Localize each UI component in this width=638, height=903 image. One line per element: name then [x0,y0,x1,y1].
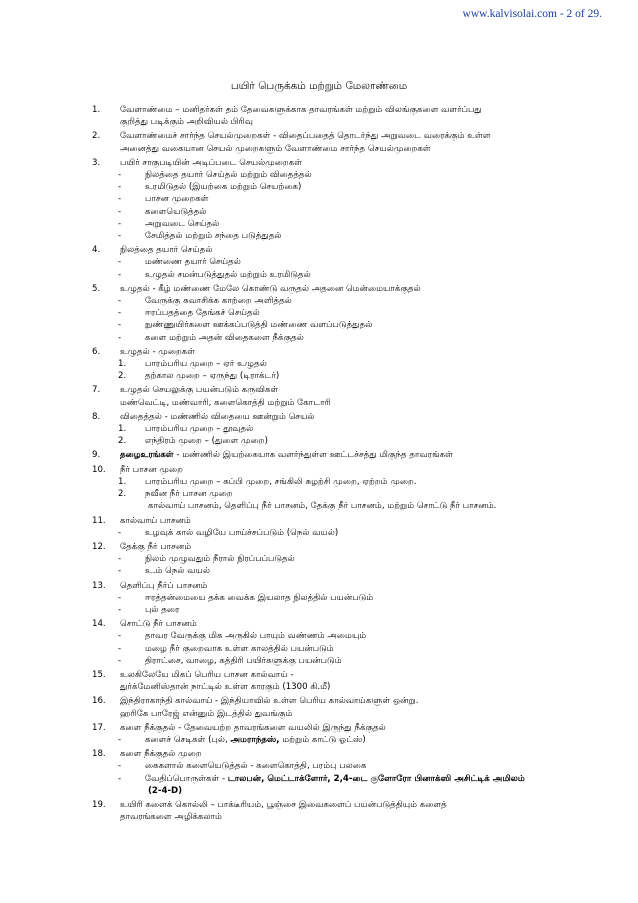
item-text: விதைத்தல் - மண்ணில் விதையை ஊன்றும் செயல் [120,411,315,422]
list-item-line [92,515,612,527]
sub-item-text: நிலம் முழுவதும் நீரால் நிரப்பப்படுதல் [145,554,295,565]
item-text: களை நீக்குதல் முறை [120,749,202,760]
document-body [92,104,612,825]
sub-item [92,169,612,181]
list-item-line [92,811,612,823]
sub-item-marker: - [118,308,122,319]
item-number: 5. [92,283,101,294]
site-header[interactable]: www.kalvisolai.com - 2 of 29. [462,8,602,20]
sub-item-marker: - [118,592,122,603]
item-number: 17. [92,722,106,733]
sub-item-marker: 1. [118,424,127,435]
sub-item-marker: - [118,332,122,343]
sub-item-marker: - [118,257,122,268]
sub-item-text: மழை நீர் குறைவாக உள்ள காலத்தில் பயன்படும் [145,643,334,654]
item-number: 3. [92,157,101,168]
sub-item [92,527,612,539]
sub-item [92,181,612,193]
sub-item [92,643,612,655]
item-number: 11. [92,515,106,526]
list-item-line [92,695,612,707]
item-number: 15. [92,669,106,680]
item-text: மண்வெட்டி, மண்வாரி, களைகொத்தி மற்றும் கோடாரி [120,397,331,408]
item-gap [92,823,612,825]
item-number: 6. [92,346,101,357]
sub-item-marker: - [118,655,122,666]
item-text: தழைஉரங்கள் - மண்ணில் இயற்கையாக வளர்ந்துள்ள ஊட்டச்சத்து மிகுந்த தாவரங்கள் [120,450,453,461]
item-text: தாவரங்களை அழிக்கலாம் [120,812,222,823]
sub-item [92,295,612,307]
sub-item [92,332,612,344]
sub-item-text: உழவுக் கால் வழியே பாய்ச்சப்படும் (நெல் வயல்) [145,527,339,538]
item-number: 4. [92,245,101,256]
item-text: குறித்து படிக்கும் அறிவியல் பிரிவு [120,117,253,128]
item-number [92,143,120,155]
sub-item [92,760,612,772]
item-number: 2. [92,131,101,142]
item-text: நீர் பாசன முறை [120,464,183,475]
list-item-line [92,143,612,155]
item-number: 8. [92,411,101,422]
sub-item-marker: - [118,170,122,181]
sub-item-marker: - [118,643,122,654]
sub-item-text: களையெடுத்தல் [145,206,207,217]
item-text: நிலத்தை தயார் செய்தல் [120,245,213,256]
list-item-line [92,157,612,169]
sub-item [92,206,612,218]
item-text: கால்வாய் பாசனம் [120,515,191,526]
sub-item-text: பாரம்பரிய முறை – கப்பி முறை, சங்கிலி சுழற்சி முறை, ஏற்றம் முறை. [145,476,417,487]
item-text: களை நீக்குதல் - தேவையற்ற தாவரங்களை வயலில் இருந்து நீக்குதல் [120,722,386,733]
indent [92,500,120,512]
sub-item [92,193,612,205]
continuation-bold: (2-4-D) [148,785,183,796]
item-text: தெளிப்பு நீர்ப் பாசனம் [120,580,208,591]
list-item-line [92,346,612,358]
item-number [92,811,120,823]
item-number [92,397,120,409]
item-number: 12. [92,541,106,552]
sub-item-continuation [92,500,612,512]
sub-item-marker: - [118,566,122,577]
sub-item-text: கைகளால் களையெடுத்தல் - களைகொத்தி, பரம்பு பலகை [145,761,367,772]
sub-item [92,773,612,785]
sub-item [92,435,612,447]
sub-item-marker: - [118,296,122,307]
item-number [92,116,120,128]
list-item-line [92,449,612,461]
sub-item-text: உரமிடுதல் (இயற்கை மற்றும் செயற்கை) [145,182,302,193]
item-text: தேக்கு நீர் பாசனம் [120,541,192,552]
item-number: 1. [92,105,101,115]
list-item-line [92,669,612,681]
list-item-line [92,283,612,295]
sub-item-text: களை மற்றும் அதன் விதைகளை நீக்குதல் [145,332,304,343]
item-number: 10. [92,464,106,475]
sub-item [92,655,612,667]
sub-item-marker: - [118,231,122,242]
sub-item-text: ஈரப்பதத்தை தேங்கச் செய்தல் [145,308,260,319]
list-item-line [92,681,612,693]
sub-item-text: மண்ணை தயார் செய்தல் [145,257,241,268]
sub-item-text: புல் தரை [145,604,180,615]
list-item-line [92,541,612,553]
item-text: அனைத்து வகையான செயல் முறைகளும் வேளாண்மை சார்ந்த செயல்முறைகள் [120,143,431,154]
sub-item-text: பாரம்பரிய முறை – தூவுதல் [145,424,254,435]
sub-item-marker: - [118,182,122,193]
item-number [92,681,120,693]
item-number [92,708,120,720]
sub-item [92,604,612,616]
item-text: துர்க்மேனிஸ்தான் நாட்டில் உள்ள காரகும் (1300 கி.மீ) [120,682,331,693]
sub-item [92,565,612,577]
item-number: 14. [92,619,106,630]
sub-item-text: அறுவடை செய்தல் [145,218,220,229]
item-text: உழுதல் - முறைகள் [120,346,196,357]
sub-item-marker: - [118,320,122,331]
sub-item-marker: 2. [118,436,127,447]
list-item-line [92,618,612,630]
item-text: வேளாண்மை – மனிதர்கள் தம் தேவைகளுக்காக தாவரங்கள் மற்றும் விலங்குகளை வளர்ப்பது [120,105,482,115]
sub-item-marker: - [118,194,122,205]
sub-item [92,423,612,435]
sub-item-marker: - [118,269,122,280]
sub-item-text: நுண்ணுயிர்களை ஊக்கப்படுத்தி மண்ணை வளப்படுத்துதல் [145,320,373,331]
sub-item-marker: - [118,761,122,772]
list-item-line [92,799,612,811]
sub-item [92,630,612,642]
sub-item-text: உழுதல் சமன்படுத்துதல் மற்றும் உரமிடுதல் [145,269,311,280]
list-item-line [92,104,612,116]
sub-item [92,553,612,565]
sub-item [92,592,612,604]
sub-item [92,256,612,268]
list-item-line [92,708,612,720]
item-text: பயிர் சாகுபடியின் அடிப்படை செயல்முறைகள் [120,157,303,168]
sub-item-marker: 1. [118,359,127,370]
list-item-line [92,130,612,142]
sub-item-marker: 1. [118,476,127,487]
sub-item-text: தாவர வேருக்கு மிக அருகில் பாயும் வண்ணம் அமையும் [145,631,367,642]
sub-item-text: வேருக்கு சுவாசிக்க காற்றை அளித்தல் [145,296,292,307]
sub-item-text: தற்கால முறை – ஏருந்து (டிராக்டர்) [145,371,280,382]
list-item-line [92,748,612,760]
sub-item-bold: அமராந்தஸ், [230,734,280,745]
item-text: உழுதல் - கீழ் மண்ணை மேலே கொண்டு வருதல் அதனை மென்மையாக்குதல் [120,283,421,294]
item-text: சொட்டு நீர் பாசனம் [120,619,197,630]
list-item-line [92,580,612,592]
page-title: பயிர் பெருக்கம் மற்றும் மேலாண்மை [230,80,408,92]
sub-item-marker: 2. [118,489,127,500]
sub-item-text: எந்திரம் முறை – (துளை முறை) [145,436,268,447]
sub-item [92,269,612,281]
sub-item-marker: 2. [118,371,127,382]
item-text: உலகிலேயே மிகப் பெரிய பாசன கால்வாய் - [120,669,294,680]
sub-item-text: பாரம்பரிய முறை – ஏர் உழுதல் [145,359,267,370]
item-text: வேளாண்மைச் சார்ந்த செயல்முறைகள் - விதைப்பதைத் தொடர்ந்து அறுவடை வரைக்கும் உள்ள [120,131,491,142]
sub-item-text: ஈரத்தன்மையை தக்க வைக்க இயலாத நிலத்தில் பயன்படும் [145,592,374,603]
sub-item [92,358,612,370]
item-number: 19. [92,799,106,810]
sub-item [92,488,612,500]
indent [92,785,120,797]
item-text: உயிரி களைக் கொல்லி – பாக்டீரியம், பூஞ்சை இவைகளைப் பயன்படுத்தியும் களைத் [120,799,447,810]
sub-item-text: நவீன நீர் பாசன முறை [145,489,233,500]
sub-item-text: பாசன முறைகள் [145,194,209,205]
sub-item-text: வேதிப்பொருள்கள் - டாலபன், மெட்டாக்ளோர், 2,4-டை குளோரோ பினாக்ஸி அசிட்டிக் அமிலம் [145,773,525,784]
sub-item-marker: - [118,527,122,538]
list-item-line [92,397,612,409]
item-number: 18. [92,749,106,760]
sub-item-text: களைச் செடிகள் (புல், அமராந்தஸ், மற்றும் காட்டு ஓட்ஸ்) [145,734,366,745]
item-number: 7. [92,385,101,396]
item-number: 16. [92,696,106,707]
item-bold-term: தழைஉரங்கள் [120,450,174,461]
sub-item-text: சேமித்தல் மற்றும் சந்தை படுத்துதல் [145,231,282,242]
list-item-line [92,244,612,256]
sub-item [92,307,612,319]
sub-item [92,370,612,382]
item-number: 13. [92,580,106,591]
item-text: இந்திராகாந்தி கால்வாய் - இந்தியாவில் உள்ள பெரிய கால்வாய்களுள் ஒன்று. [120,696,419,707]
sub-item-marker: - [118,631,122,642]
sub-item-marker: - [118,604,122,615]
sub-item-text: நிலத்தை தயார் செய்தல் மற்றும் விதைத்தல் [145,170,312,181]
item-text: ஹரிகே பாரேஜ் என்னும் இடத்தில் துவங்கும் [120,708,293,719]
sub-item-text: உ.ம் நெல் வயல் [145,566,210,577]
list-item-line [92,722,612,734]
sub-item [92,218,612,230]
sub-item [92,734,612,746]
sub-item-text: திராட்சை, வாழை, கத்திரி பயிர்களுக்கு பயன்படும் [145,655,342,666]
sub-item-marker: - [118,773,122,784]
list-item-line [92,464,612,476]
sub-item-marker: - [118,206,122,217]
sub-item-marker: - [118,554,122,565]
item-text: உழுதல் செயலுக்கு பயன்படும் கருவிகள் [120,385,279,396]
list-item-line [92,116,612,128]
sub-item [92,230,612,242]
sub-item [92,319,612,331]
item-number: 9. [92,450,101,461]
list-item-line [92,411,612,423]
sub-item-marker: - [118,734,122,745]
continuation-text: கால்வாய் பாசனம், தெளிப்பு நீர் பாசனம், தேக்கு நீர் பாசனம், மற்றும் சொட்டு நீர் பாசனம். [148,501,497,512]
sub-item-bold: டாலபன், மெட்டாக்ளோர், 2,4-டை குளோரோ பினாக்ஸி அசிட்டிக் அமிலம் [227,773,525,784]
sub-item-continuation [92,785,612,797]
sub-item-marker: - [118,218,122,229]
list-item-line [92,384,612,396]
sub-item [92,476,612,488]
